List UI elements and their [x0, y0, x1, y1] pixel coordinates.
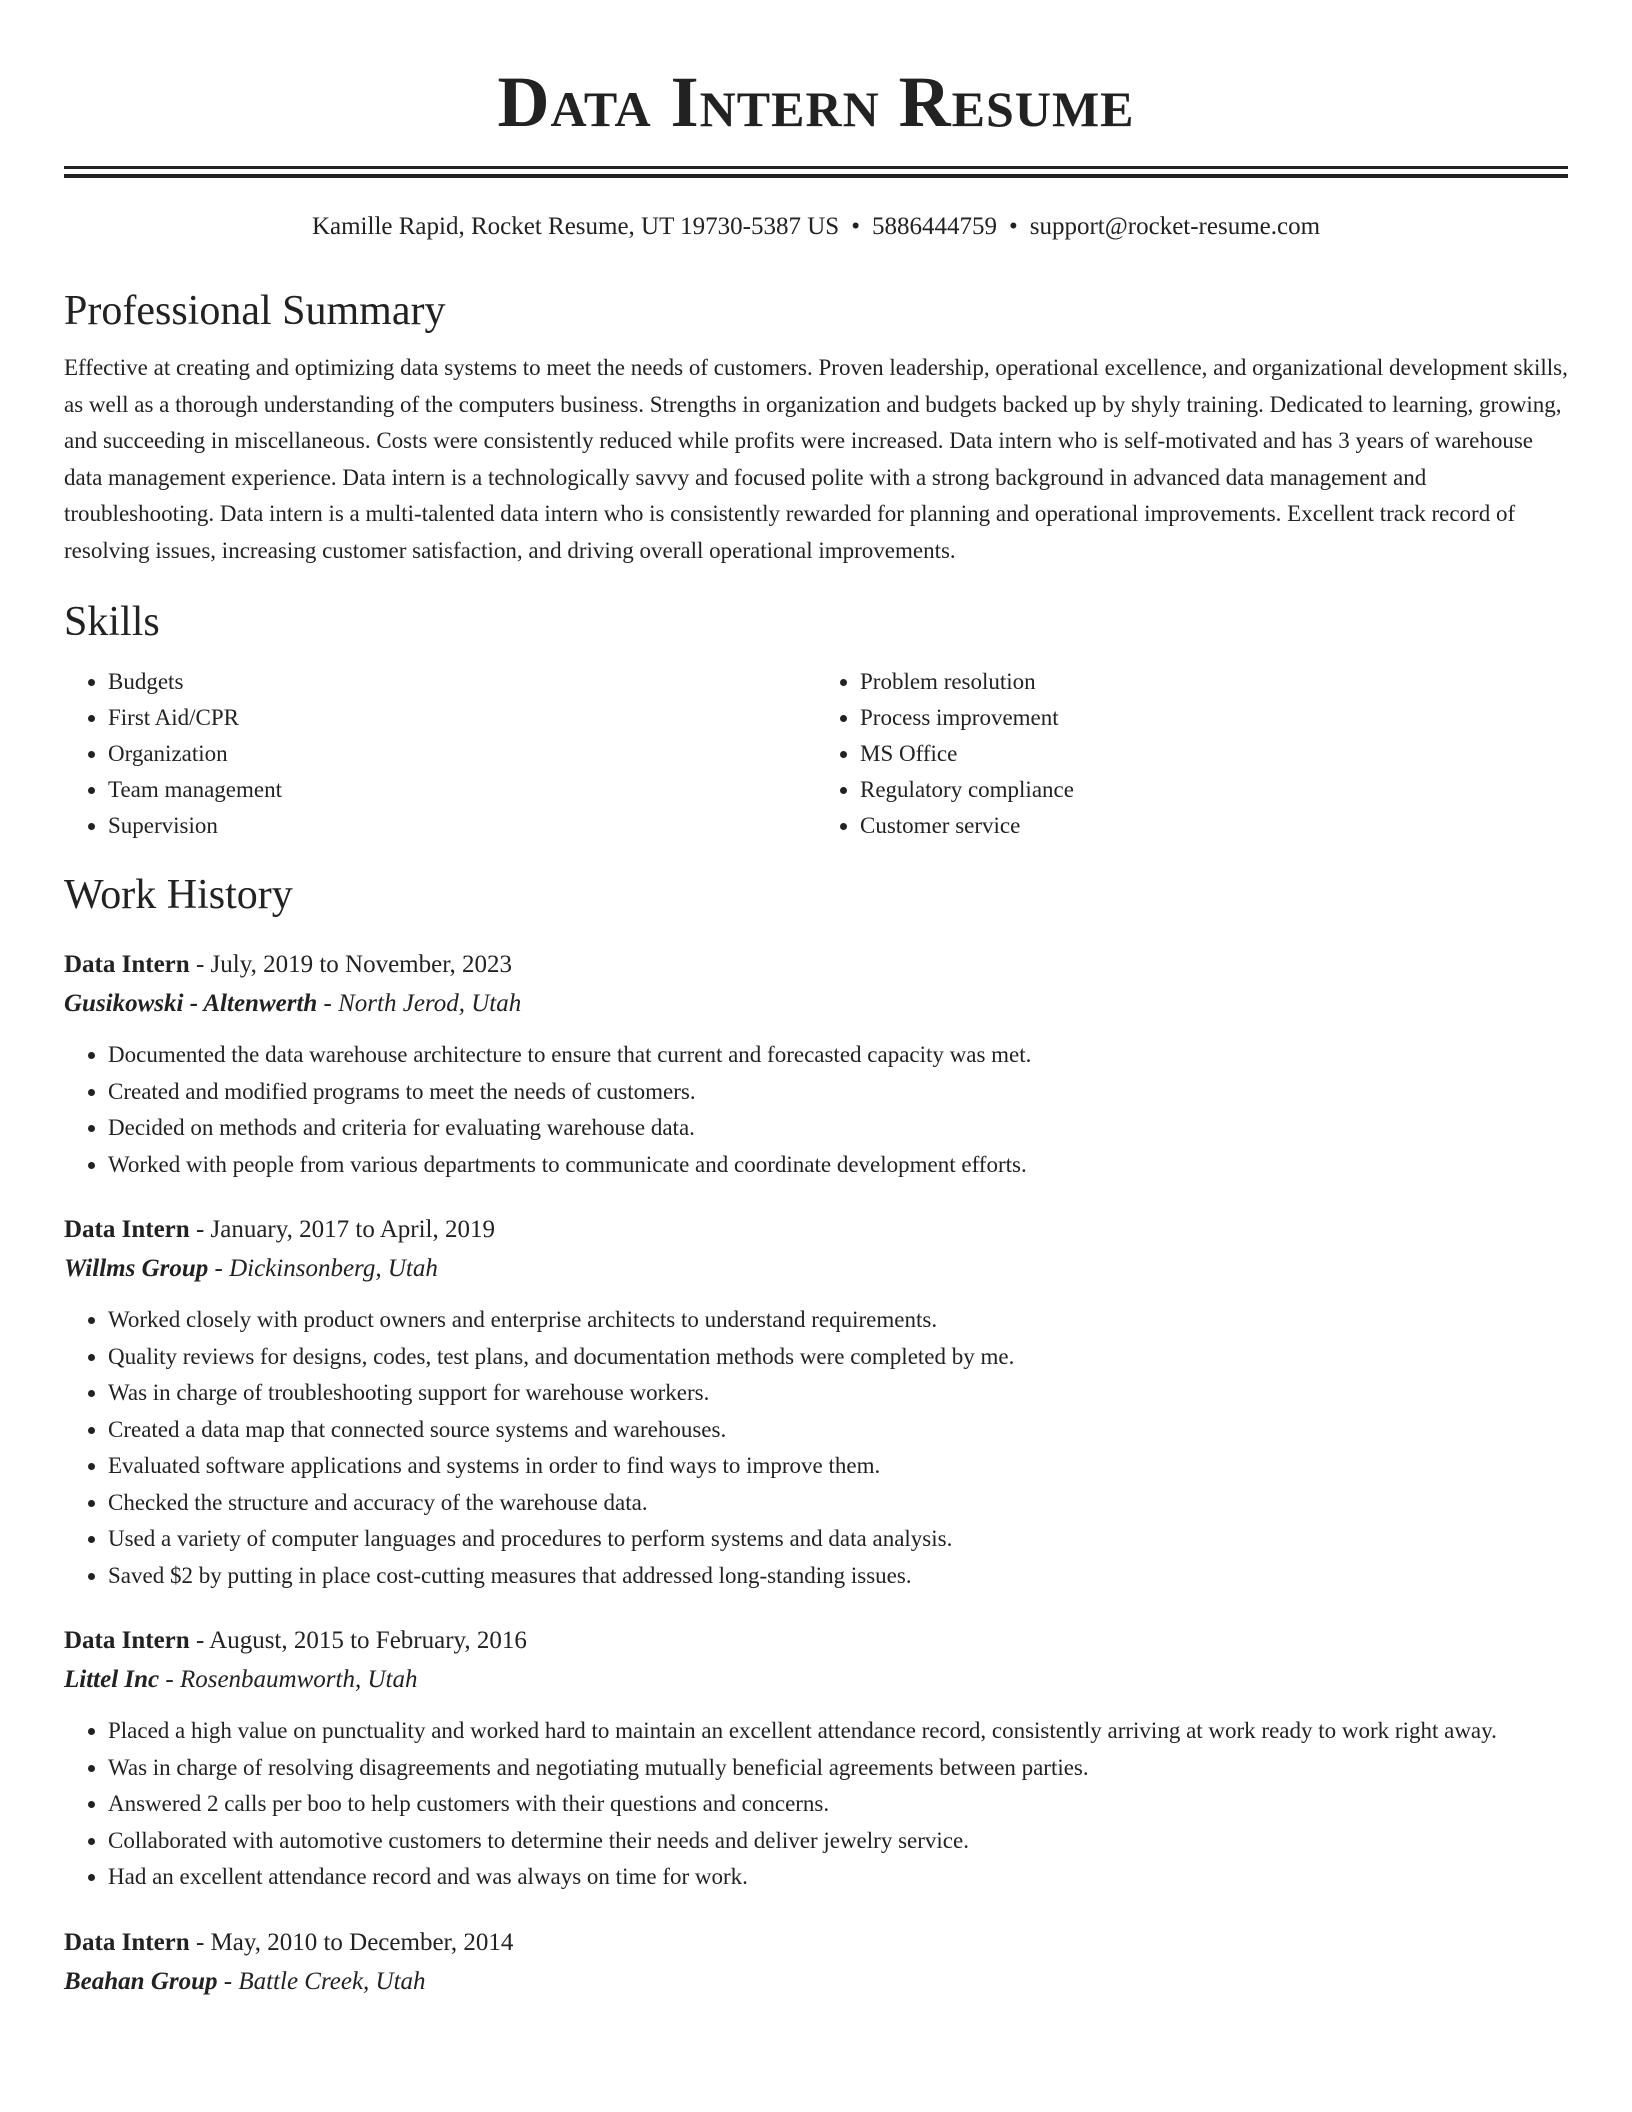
job-dates: - January, 2017 to April, 2019	[189, 1216, 495, 1244]
contact-line	[64, 212, 1568, 242]
job-bullet: • Worked closely with product owners and enterprise architects to understand requirements.	[108, 1302, 1568, 1339]
work-history-heading: Work History	[64, 871, 293, 918]
job-dates: - July, 2019 to November, 2023	[189, 951, 513, 979]
skill-item: • Process improvement	[860, 700, 1568, 736]
job-bullet: • Worked with people from various departments to communicate and coordinate development efforts.	[108, 1147, 1568, 1184]
job-entry	[64, 1626, 1568, 1896]
job-location: - Battle Creek, Utah	[217, 1967, 426, 1995]
job-bullet: • Quality reviews for designs, codes, test plans, and documentation methods were completed by me.	[108, 1339, 1568, 1376]
job-role: Data Intern	[64, 1627, 190, 1655]
job-entry	[64, 950, 1568, 1183]
skill-item: • Problem resolution	[860, 664, 1568, 700]
skills-columns	[64, 664, 1568, 844]
job-bullet: • Created a data map that connected source systems and warehouses.	[108, 1412, 1568, 1449]
skill-item: • Budgets	[108, 664, 816, 700]
job-title-line	[64, 1626, 1568, 1656]
job-dates: - May, 2010 to December, 2014	[189, 1928, 514, 1956]
skill-item: • Supervision	[108, 808, 816, 844]
job-bullet: • Had an excellent attendance record and was always on time for work.	[108, 1859, 1568, 1896]
job-entry	[64, 1928, 1568, 1997]
job-company: Littel Inc	[64, 1666, 160, 1694]
job-bullet-list	[64, 1713, 1568, 1896]
job-bullet: • Decided on methods and criteria for evaluating warehouse data.	[108, 1110, 1568, 1147]
resume-title: Data Intern Resume	[497, 62, 1135, 142]
job-company: Gusikowski - Altenwerth	[64, 990, 318, 1018]
skill-item: • Regulatory compliance	[860, 772, 1568, 808]
job-bullet: • Placed a high value on punctuality and worked hard to maintain an excellent attendance record, consistently arriving at work ready to work right away.	[108, 1713, 1568, 1750]
job-location: - North Jerod, Utah	[317, 990, 522, 1018]
skill-item: • Organization	[108, 736, 816, 772]
job-title-line	[64, 1928, 1568, 1958]
job-bullet-list	[64, 1037, 1568, 1183]
job-bullet: • Was in charge of troubleshooting support for warehouse workers.	[108, 1375, 1568, 1412]
job-bullet-list	[64, 1302, 1568, 1594]
job-role: Data Intern	[64, 1216, 190, 1244]
job-bullet: • Collaborated with automotive customers to determine their needs and deliver jewelry service.	[108, 1823, 1568, 1860]
contact-phone: 5886444759	[871, 213, 997, 240]
job-company-line	[64, 1967, 1568, 1997]
job-location: - Rosenbaumworth, Utah	[159, 1666, 418, 1694]
contact-address: Kamille Rapid, Rocket Resume, UT 19730-5387 US	[311, 213, 840, 240]
job-bullet: • Answered 2 calls per boo to help customers with their questions and concerns.	[108, 1786, 1568, 1823]
job-company-line	[64, 1665, 1568, 1695]
skills-right-list	[816, 664, 1568, 844]
job-bullet: • Documented the data warehouse architecture to ensure that current and forecasted capacity was met.	[108, 1037, 1568, 1074]
job-bullet: • Used a variety of computer languages and procedures to perform systems and data analysis.	[108, 1521, 1568, 1558]
job-dates: - August, 2015 to February, 2016	[189, 1627, 527, 1655]
skill-item: • Team management	[108, 772, 816, 808]
skill-item: • First Aid/CPR	[108, 700, 816, 736]
summary-heading: Professional Summary	[64, 288, 446, 334]
job-bullet: • Checked the structure and accuracy of the warehouse data.	[108, 1485, 1568, 1522]
job-bullet: • Evaluated software applications and systems in order to find ways to improve them.	[108, 1448, 1568, 1485]
job-company: Beahan Group	[64, 1967, 218, 1995]
job-company-line	[64, 1254, 1568, 1284]
contact-separator: •	[1008, 213, 1018, 240]
job-bullet: • Was in charge of resolving disagreements and negotiating mutually beneficial agreements between parties.	[108, 1750, 1568, 1787]
job-title-line	[64, 950, 1568, 980]
job-bullet: • Created and modified programs to meet the needs of customers.	[108, 1074, 1568, 1111]
skills-heading: Skills	[64, 599, 160, 646]
contact-separator: •	[851, 213, 860, 240]
job-company: Willms Group	[64, 1255, 209, 1283]
job-company-line	[64, 989, 1568, 1019]
job-bullet: • Saved $2 by putting in place cost-cutting measures that addressed long-standing issues.	[108, 1558, 1568, 1595]
contact-email: support@rocket-resume.com	[1029, 213, 1321, 240]
title-double-rule	[64, 166, 1568, 178]
job-role: Data Intern	[64, 1928, 190, 1956]
job-entry	[64, 1215, 1568, 1594]
job-role: Data Intern	[64, 951, 190, 979]
skill-item: • Customer service	[860, 808, 1568, 844]
skills-left-list	[64, 664, 816, 844]
job-location: - Dickinsonberg, Utah	[208, 1255, 438, 1283]
skill-item: • MS Office	[860, 736, 1568, 772]
job-title-line	[64, 1215, 1568, 1245]
summary-text: Effective at creating and optimizing data systems to meet the needs of customers. Proven leadership, operational excellence, and organizational development skills, as well as a thorough understanding of the computers business. Strengths in organization and budgets backed up by shyly training. Dedicated to learning, growing, and succeeding in miscellaneous. Costs were consistently reduced while profits were increased. Data intern who is self-motivated and has 3 years of warehouse data management experience. Data intern is a technologically savvy and focused polite with a strong background in advanced data management and troubleshooting. Data intern is a multi-talented data intern who is consistently rewarded for planning and operational improvements. Excellent track record of resolving issues, increasing customer satisfaction, and driving overall operational improvements.	[64, 355, 1568, 563]
